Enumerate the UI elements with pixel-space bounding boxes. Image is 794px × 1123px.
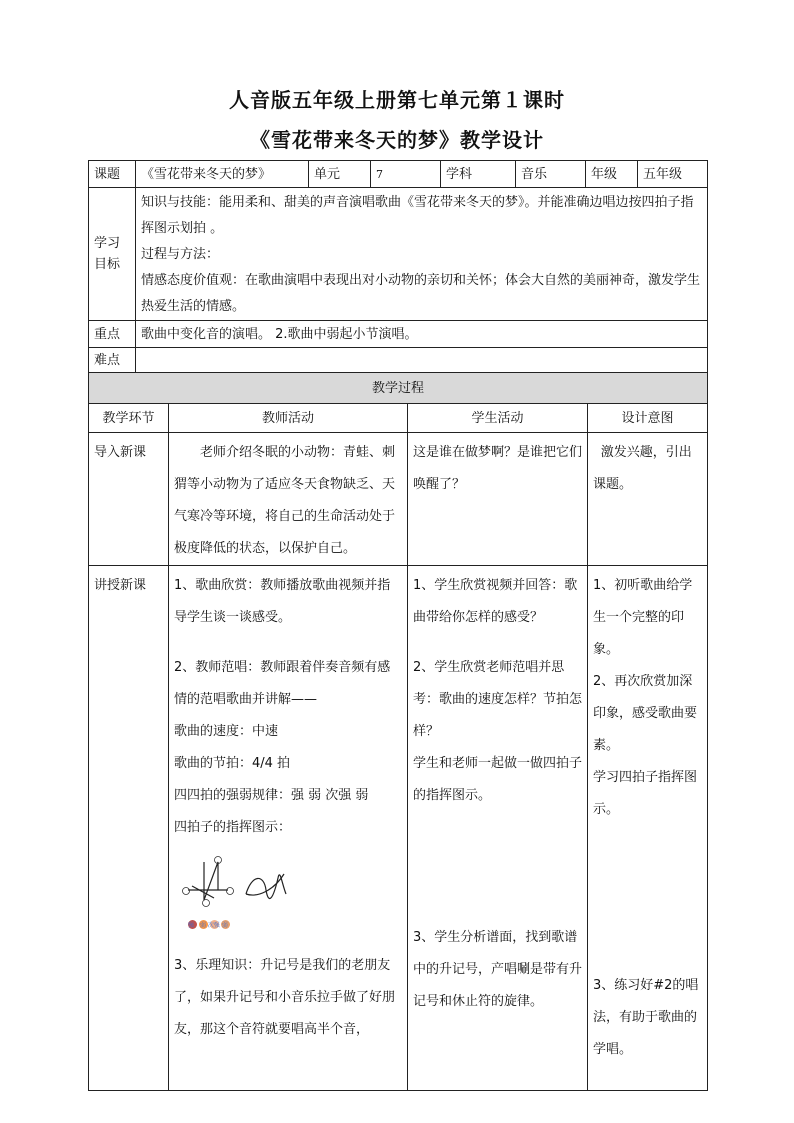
col-stage: 教学环节 — [89, 404, 169, 433]
goal-process: 过程与方法： — [141, 247, 220, 262]
intro-intent: 激发兴趣，引出课题。 — [588, 433, 708, 566]
difficulty-row — [89, 348, 708, 373]
teacher-tempo: 歌曲的速度：中速 — [174, 724, 279, 739]
student-step-2b: 学生和老师一起做一做四拍子的指挥图示。 — [413, 756, 583, 803]
page-title-line1: 人音版五年级上册第七单元第１课时 — [229, 88, 565, 112]
focus-label: 重点 — [89, 321, 136, 348]
teacher-accent: 四四拍的强弱规律：强 弱 次强 弱 — [174, 788, 369, 803]
teacher-step-1: 1、歌曲欣赏：教师播放歌曲视频并指导学生谈一谈感受。 — [174, 578, 391, 625]
subject-label: 学科 — [441, 161, 516, 188]
col-student: 学生活动 — [408, 404, 588, 433]
col-intent: 设计意图 — [588, 404, 708, 433]
teacher-meter: 歌曲的节拍：4/4 拍 — [174, 756, 291, 771]
process-title: 教学过程 — [89, 373, 708, 404]
unit-value: 7 — [371, 161, 441, 188]
info-row — [89, 161, 708, 188]
difficulty-value — [136, 348, 708, 373]
goal-attitude: 情感态度价值观：在歌曲演唱中表现出对小动物的亲切和关怀；体会大自然的美丽神奇，激发学生热爱生活的情感。 — [141, 273, 701, 314]
goal-knowledge: 知识与技能：能用柔和、甜美的声音演唱歌曲《雪花带来冬天的梦》。并能准确边唱边按四拍子指挥图示划拍 。 — [141, 195, 694, 236]
teacher-step-2: 2、教师范唱：教师跟着伴奏音频有感情的范唱歌曲并讲解—— — [174, 660, 391, 707]
student-step-2: 2、学生欣赏老师范唱并思考：歌曲的速度怎样？节拍怎样？ — [413, 660, 583, 739]
student-step-3: 3、学生分析谱面，找到歌谱中的升记号，产唱唰是带有升记号和休止符的旋律。 — [413, 930, 583, 1009]
grade-value: 五年级 — [638, 161, 708, 188]
info-table — [88, 160, 708, 404]
intent-step-2: 2、再次欣赏加深印象，感受歌曲要素。 — [593, 674, 698, 753]
col-teacher: 教师活动 — [169, 404, 408, 433]
beat-labels: 强 弱 次强 弱 — [188, 922, 228, 929]
unit-label: 单元 — [309, 161, 371, 188]
goals-label-line1: 学习 — [94, 236, 121, 251]
difficulty-label: 难点 — [89, 348, 136, 373]
teach-student — [408, 566, 588, 1091]
topic-value: 《雪花带来冬天的梦》 — [136, 161, 309, 188]
intent-step-2b: 学习四拍子指挥图示。 — [593, 770, 698, 817]
goals-label-line2: 目标 — [94, 257, 121, 272]
teach-intent — [588, 566, 708, 1091]
focus-value: 歌曲中变化音的演唱。 2.歌曲中弱起小节演唱。 — [136, 321, 708, 348]
page-title-line2: 《雪花带来冬天的梦》教学设计 — [250, 128, 544, 152]
process-table — [88, 403, 708, 1091]
teach-row — [89, 566, 708, 1091]
teach-stage: 讲授新课 — [89, 566, 169, 1091]
intro-teacher: 老师介绍冬眠的小动物：青蛙、刺猬等小动物为了适应冬天食物缺乏、天气寒冷等环境，将自己的生命活动处于极度降低的状态，以保护自己。 — [169, 433, 408, 566]
teacher-step-3: 3、乐理知识：升记号是我们的老朋友了，如果升记号和小音乐拉手做了好朋友，那这个音符就要唱高半个音， — [174, 958, 396, 1037]
process-header-row — [89, 404, 708, 433]
goals-row — [89, 188, 708, 321]
subject-value: 音乐 — [516, 161, 586, 188]
teach-teacher — [169, 566, 408, 1091]
goals-value — [136, 188, 708, 321]
conducting-pattern-icon — [174, 854, 294, 910]
grade-label: 年级 — [586, 161, 638, 188]
process-title-row — [89, 373, 708, 404]
focus-row — [89, 321, 708, 348]
intro-student: 这是谁在做梦啊？是谁把它们唤醒了？ — [408, 433, 588, 566]
teacher-conduct: 四拍子的指挥图示： — [174, 820, 292, 835]
intro-row — [89, 433, 708, 566]
intent-step-1: 1、初听歌曲给学生一个完整的印象。 — [593, 578, 693, 657]
goals-label — [89, 188, 136, 321]
student-step-1: 1、学生欣赏视频并回答：歌曲带给你怎样的感受？ — [413, 578, 578, 625]
intent-step-3: 3、练习好#2的唱法，有助于歌曲的学唱。 — [593, 978, 699, 1057]
intro-stage: 导入新课 — [89, 433, 169, 566]
conducting-diagram — [174, 854, 402, 950]
topic-label: 课题 — [89, 161, 136, 188]
